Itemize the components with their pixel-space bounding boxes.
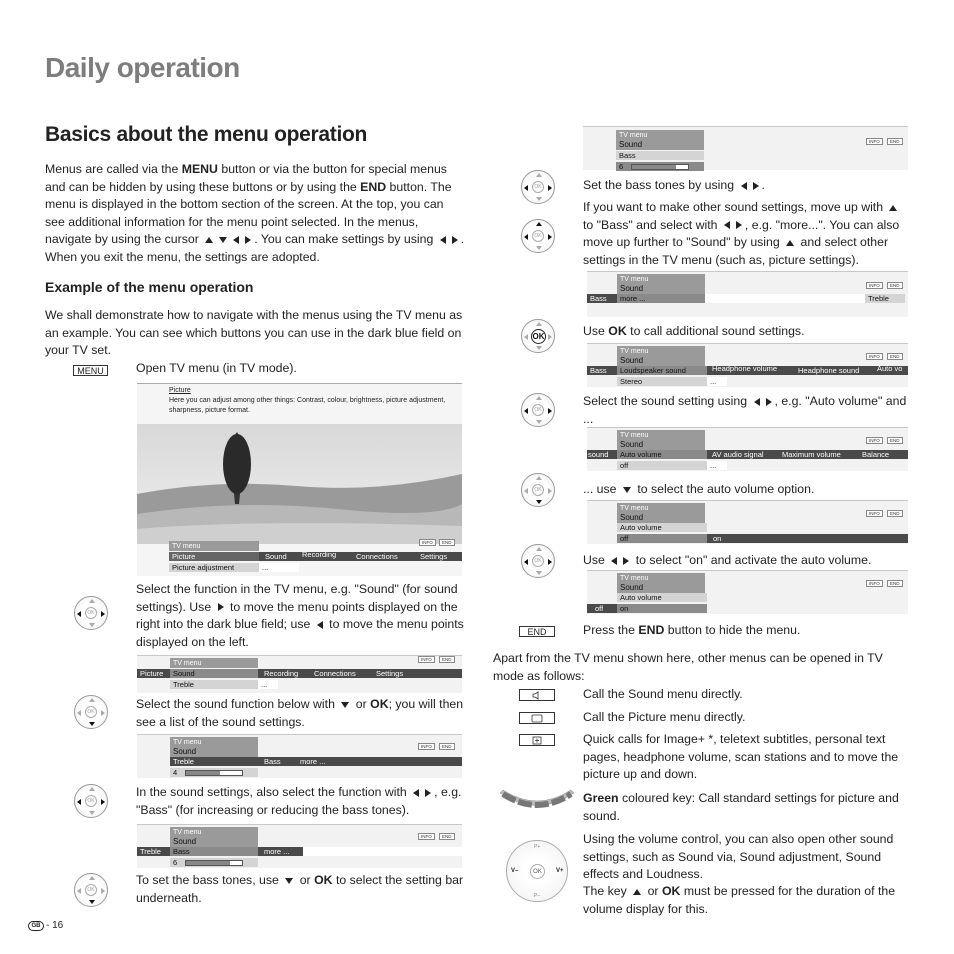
submenu-auto-volume: Auto volume bbox=[617, 523, 707, 532]
volume-remote bbox=[506, 840, 568, 902]
section-heading: Basics about the menu operation bbox=[45, 123, 368, 146]
cursor-remote-down: OK bbox=[74, 695, 108, 729]
submenu-treble: Treble bbox=[170, 680, 258, 689]
menu-item-picture: Picture bbox=[169, 552, 259, 561]
submenu-bass: Bass bbox=[264, 757, 281, 766]
menu-screen-bass bbox=[137, 824, 462, 868]
cursor-remote-lr: OK bbox=[521, 170, 555, 204]
ok-remote: OK bbox=[521, 319, 555, 353]
cursor-remote-all: OK bbox=[521, 219, 555, 253]
landscape-photo bbox=[137, 424, 462, 544]
other-quick-calls: Quick calls for Image+ *, teletext subtitles, personal text pages, headphone volume, scan stations and to move the picture up and down. bbox=[583, 732, 899, 782]
cursor-remote-down: OK bbox=[74, 873, 108, 907]
step-select-auto-volume: ... use to select the auto volume option. bbox=[583, 482, 815, 496]
end-badge: END bbox=[887, 138, 903, 145]
menu-screen-treble bbox=[137, 734, 462, 778]
step-select-function: Select the function in the TV menu, e.g. "Sound" (for sound settings). Use to move the menu points displayed on the right into the dark blue field; use to move the menu points displayed on the left. bbox=[136, 582, 464, 649]
right-arrow-icon bbox=[425, 789, 431, 797]
submenu-more: ... bbox=[259, 563, 299, 572]
right-arrow-icon bbox=[753, 182, 759, 190]
up-arrow-icon bbox=[889, 205, 897, 211]
info-badge: INFO bbox=[866, 437, 883, 444]
other-sound-menu: Call the Sound menu directly. bbox=[583, 687, 743, 701]
step-select-bar: To set the bass tones, use or OK to select the setting bar underneath. bbox=[136, 873, 464, 905]
subsection-heading: Example of the menu operation bbox=[45, 279, 254, 295]
menu-screen-sound bbox=[137, 655, 462, 693]
menu-header: TV menu bbox=[169, 541, 259, 551]
down-arrow-icon bbox=[341, 702, 349, 708]
ok-label: OK bbox=[530, 864, 545, 879]
menu-header: TV menu bbox=[170, 658, 258, 668]
left-arrow-icon bbox=[724, 221, 730, 229]
step-call-sound: Use OK to call additional sound settings. bbox=[583, 324, 805, 338]
down-arrow-icon bbox=[285, 878, 293, 884]
menu-header: TV menu Sound bbox=[617, 503, 705, 523]
submenu-more: ... bbox=[258, 680, 278, 689]
submenu-auto-volume: Auto vo bbox=[877, 364, 903, 373]
step-open-menu: Open TV menu (in TV mode). bbox=[136, 361, 297, 375]
menu-item-settings: Settings bbox=[420, 552, 448, 561]
submenu-more: ... bbox=[707, 377, 727, 386]
up-arrow-icon bbox=[786, 240, 794, 246]
end-key: END bbox=[519, 626, 555, 637]
submenu-picture-adjustment: Picture adjustment bbox=[169, 563, 259, 572]
menu-screen-on bbox=[587, 570, 908, 614]
end-badge: END bbox=[439, 539, 455, 546]
menu-header: TV menu Sound bbox=[616, 130, 704, 150]
left-arrow-icon bbox=[741, 182, 747, 190]
cursor-remote-lr: OK bbox=[74, 784, 108, 818]
auto-volume-off: off bbox=[617, 534, 707, 543]
auto-volume-on: on bbox=[617, 604, 707, 613]
bass-bar bbox=[631, 164, 689, 170]
auto-volume-off: off bbox=[617, 461, 707, 470]
right-arrow-icon bbox=[218, 603, 224, 611]
menu-item-sound: Sound bbox=[170, 669, 258, 678]
end-badge: END bbox=[887, 437, 903, 444]
step-set-bass: Set the bass tones by using . bbox=[583, 178, 765, 192]
menu-screen-bass-set bbox=[583, 126, 908, 170]
up-arrow-icon bbox=[633, 889, 641, 895]
end-badge: END bbox=[439, 833, 455, 840]
menu-blank bbox=[303, 847, 462, 856]
language-badge: GB bbox=[28, 921, 44, 931]
picture-key bbox=[519, 712, 555, 724]
submenu-loudspeaker: Loudspeaker sound bbox=[617, 366, 707, 375]
end-badge: END bbox=[887, 353, 903, 360]
treble-value: 4 bbox=[170, 768, 258, 777]
menu-item-settings: Settings bbox=[376, 669, 404, 678]
step-activate-auto-volume: Use to select "on" and activate the auto volume. bbox=[583, 553, 872, 567]
volume-plus-label: V+ bbox=[556, 868, 564, 874]
auto-volume-off: off bbox=[595, 604, 604, 613]
submenu-bass: Bass bbox=[590, 366, 607, 375]
menu-header: TV menu Sound bbox=[170, 827, 258, 847]
speaker-icon bbox=[532, 691, 542, 700]
left-arrow-icon bbox=[413, 789, 419, 797]
cursor-remote-down: OK bbox=[521, 473, 555, 507]
step-select-sound: Select the sound function below with or OK; you will then see a list of the sound settings. bbox=[136, 697, 464, 729]
auto-volume-on: on bbox=[713, 534, 722, 543]
down-arrow-icon bbox=[219, 237, 227, 243]
step-other-settings: If you want to make other sound settings, move up with to "Bass" and select with , e.g. "more...". You can also move up further to "Sound" by using and select other settings in the TV menu (such as, picture settings). bbox=[583, 200, 900, 267]
cursor-remote-lr: OK bbox=[74, 596, 108, 630]
menu-item-recording: Recording bbox=[264, 669, 299, 678]
screen-icon bbox=[531, 714, 543, 723]
submenu-more: more ... bbox=[264, 847, 290, 856]
end-badge: END bbox=[887, 282, 903, 289]
step-select-sound-setting: Select the sound setting using , e.g. "Auto volume" and ... bbox=[583, 394, 907, 426]
plus-box-icon bbox=[532, 736, 542, 745]
left-arrow-icon bbox=[754, 398, 760, 406]
right-arrow-icon bbox=[245, 236, 251, 244]
menu-header: TV menu Sound bbox=[170, 737, 258, 757]
volume-minus-label: V– bbox=[511, 868, 519, 874]
menu-screen-loudspeaker bbox=[587, 343, 908, 387]
submenu-treble: Treble bbox=[140, 847, 161, 856]
submenu-auto-volume: Auto volume bbox=[617, 450, 707, 459]
info-badge: INFO bbox=[866, 138, 883, 145]
submenu-av-audio: AV audio signal bbox=[712, 450, 764, 459]
right-arrow-icon bbox=[766, 398, 772, 406]
info-badge: INFO bbox=[866, 282, 883, 289]
other-volume-control: Using the volume control, you can also open other sound settings, such as Sound via, Sound adjustment, Sound effects and Loudness. bbox=[583, 832, 894, 882]
info-badge: INFO bbox=[418, 833, 435, 840]
right-arrow-icon bbox=[623, 557, 629, 565]
sound-key bbox=[519, 689, 555, 701]
menu-header: TV menu Sound bbox=[617, 274, 705, 294]
step-end: Press the END button to hide the menu. bbox=[583, 623, 801, 637]
other-picture-menu: Call the Picture menu directly. bbox=[583, 710, 746, 724]
cursor-remote-lr: OK bbox=[521, 544, 555, 578]
submenu-bass: Bass bbox=[616, 151, 704, 160]
info-badge: INFO bbox=[418, 743, 435, 750]
right-arrow-icon bbox=[736, 221, 742, 229]
picture-info-text: Picture Here you can adjust among other things: Contrast, colour, brightness, picture adjustment, sharpness, picture format. bbox=[169, 387, 446, 414]
submenu-max-volume: Maximum volume bbox=[782, 450, 841, 459]
menu-screen-more bbox=[587, 271, 908, 317]
end-badge: END bbox=[887, 580, 903, 587]
example-intro: We shall demonstrate how to navigate with the menus using the TV menu as an example. You can see which buttons you can use in the dark blue field on your TV set. bbox=[45, 308, 463, 358]
menu-screen-off bbox=[587, 500, 908, 544]
menu-header: TV menu Sound bbox=[617, 430, 705, 450]
other-key-duration: The key or OK must be pressed for the duration of the volume display for this. bbox=[583, 884, 896, 916]
submenu-more: more ... bbox=[300, 757, 326, 766]
submenu-treble: Treble bbox=[865, 294, 905, 303]
end-badge: END bbox=[887, 510, 903, 517]
end-badge: END bbox=[439, 743, 455, 750]
bass-bar bbox=[185, 860, 243, 866]
left-arrow-icon bbox=[233, 236, 239, 244]
menu-header: TV menu Sound bbox=[617, 346, 705, 366]
menu-screen-auto-volume bbox=[587, 427, 908, 471]
down-arrow-icon bbox=[623, 487, 631, 493]
menu-item-sound: Sound bbox=[265, 552, 287, 561]
menu-key: MENU bbox=[73, 365, 108, 376]
bass-value: 6 bbox=[170, 858, 258, 867]
menu-item-connections: Connections bbox=[314, 669, 356, 678]
quick-key bbox=[519, 734, 555, 746]
info-badge: INFO bbox=[418, 656, 435, 663]
intro-paragraph: Menus are called via the MENU button or via the button for special menus and can be hidden by using these buttons or by using the END button. The menu is displayed in the bottom section of the screen. At the top, you can see additional information for the menu point selected. In the menus, navigate by using the cursor . You can make settings by using . When you exit the menu, the settings are adopted. bbox=[45, 162, 465, 264]
submenu-more: ... bbox=[707, 461, 727, 470]
left-arrow-icon bbox=[611, 557, 617, 565]
menu-blank bbox=[705, 294, 865, 303]
submenu-bass: Bass bbox=[170, 847, 258, 856]
tv-picture-screen bbox=[137, 383, 462, 576]
menu-item-picture: Picture bbox=[140, 669, 164, 678]
right-arrow-icon bbox=[452, 236, 458, 244]
step-select-bass: In the sound settings, also select the function with , e.g. "Bass" (for increasing or reducing the bass tones). bbox=[136, 785, 462, 817]
menu-item-connections: Connections bbox=[356, 552, 398, 561]
program-plus-label: P+ bbox=[534, 844, 541, 850]
submenu-bass: Bass bbox=[590, 294, 607, 303]
submenu-headphone-sound: Headphone sound bbox=[798, 366, 860, 375]
left-arrow-icon bbox=[440, 236, 446, 244]
menu-header: TV menu Sound bbox=[617, 573, 705, 593]
left-arrow-icon bbox=[317, 621, 323, 629]
page-title: Daily operation bbox=[45, 52, 240, 83]
program-minus-label: P– bbox=[534, 893, 541, 899]
info-badge: INFO bbox=[866, 353, 883, 360]
cursor-remote-lr: OK bbox=[521, 393, 555, 427]
page-number: - 16 bbox=[46, 920, 64, 931]
info-badge: INFO bbox=[419, 539, 436, 546]
submenu-sound: sound bbox=[588, 450, 609, 459]
submenu-balance: Balance bbox=[862, 450, 890, 459]
submenu-stereo: Stereo bbox=[617, 377, 707, 386]
submenu-treble: Treble bbox=[173, 757, 194, 766]
end-badge: END bbox=[439, 656, 455, 663]
submenu-headphone-volume: Headphone volume bbox=[712, 364, 778, 373]
menu-item-recording: Recording bbox=[302, 550, 337, 559]
other-green-key: Green coloured key: Call standard settings for picture and sound. bbox=[583, 791, 899, 823]
treble-bar bbox=[185, 770, 243, 776]
other-menus-intro: Apart from the TV menu shown here, other menus can be opened in TV mode as follows: bbox=[493, 651, 883, 683]
up-arrow-icon bbox=[205, 237, 213, 243]
bass-value: 6 bbox=[616, 162, 704, 171]
info-badge: INFO bbox=[866, 580, 883, 587]
info-badge: INFO bbox=[866, 510, 883, 517]
submenu-auto-volume: Auto volume bbox=[617, 593, 707, 602]
colour-keys-icon bbox=[497, 788, 577, 818]
submenu-more: more ... bbox=[617, 294, 705, 303]
